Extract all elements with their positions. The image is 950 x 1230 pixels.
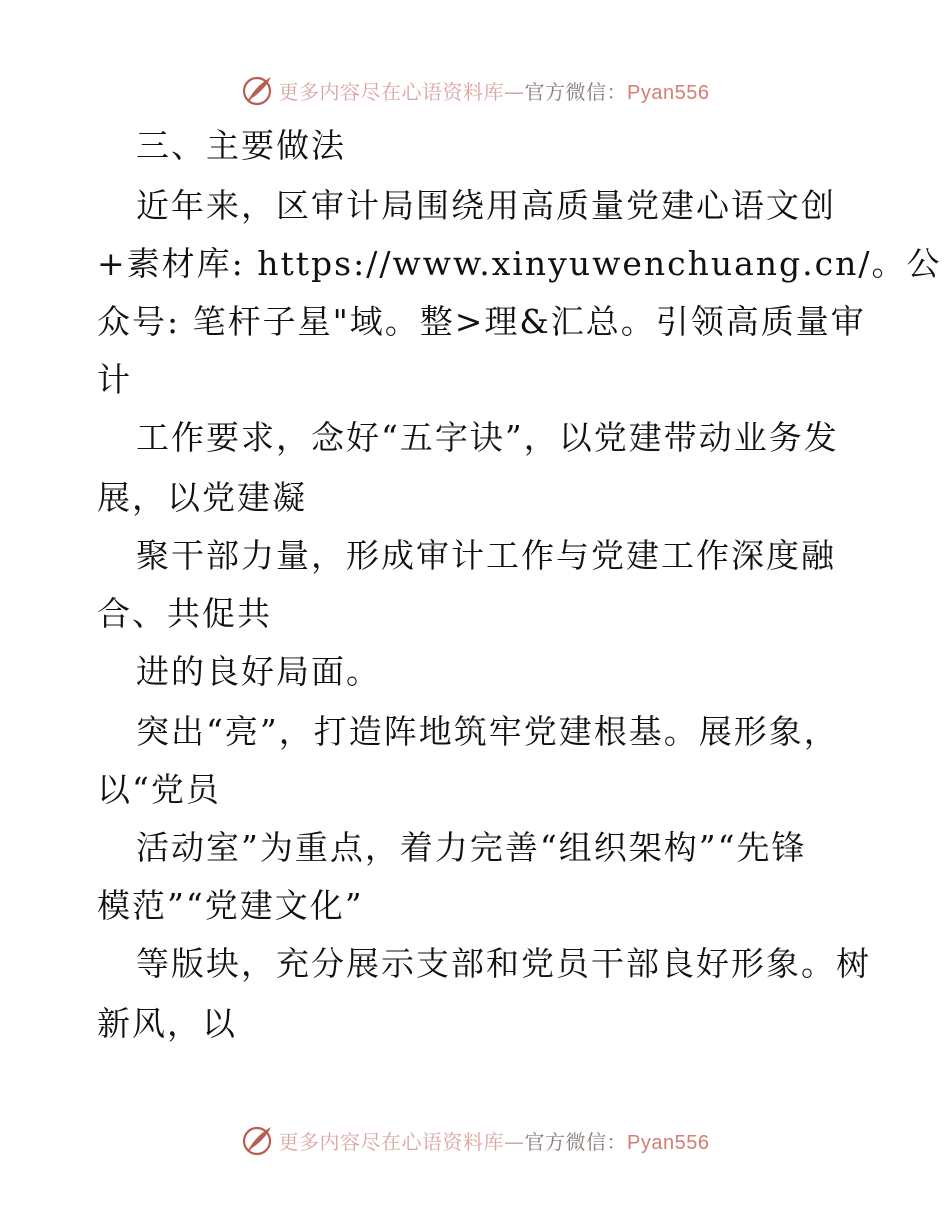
- paragraph-line: 等版块，充分展示支部和党员干部良好形象。树: [136, 944, 871, 983]
- paragraph-line: 进的良好局面。: [136, 652, 381, 691]
- paragraph-line: 众号: 笔杆子星"域。整>理&汇总。引领高质量审: [97, 302, 866, 341]
- watermark-dash: —: [504, 79, 525, 104]
- watermark-text: [279, 76, 710, 105]
- watermark-dash: —: [504, 1129, 525, 1154]
- paragraph-line: 计: [97, 360, 132, 399]
- paragraph-line: 活动室”为重点，着力完善“组织架构”“先锋: [136, 828, 807, 867]
- watermark-wechat-id: Pyan556: [627, 81, 710, 104]
- paragraph-line: 以“党员: [97, 770, 221, 809]
- paragraph-line: 聚干部力量，形成审计工作与党建工作深度融: [136, 536, 836, 575]
- watermark-official-label: 官方微信：: [524, 79, 628, 104]
- watermark-brand: 更多内容尽在心语资料库: [278, 1129, 505, 1154]
- quill-logo-icon: [241, 73, 275, 107]
- watermark-wechat-id: Pyan556: [627, 1131, 710, 1154]
- paragraph-line: 合、共促共: [97, 594, 272, 633]
- paragraph-line: 新风，以: [97, 1004, 237, 1043]
- paragraph-line: 突出“亮”，打造阵地筑牢党建根基。展形象，: [136, 712, 839, 751]
- paragraph-line: 模范”“党建文化”: [97, 886, 364, 925]
- watermark-brand: 更多内容尽在心语资料库: [278, 79, 505, 104]
- watermark-text: [279, 1126, 710, 1155]
- watermark-header: [0, 70, 950, 110]
- paragraph-line: 近年来，区审计局围绕用高质量党建心语文创: [136, 186, 836, 225]
- paragraph-line: 工作要求，念好“五字诀”，以党建带动业务发: [136, 418, 839, 457]
- paragraph-line: +素材库: https://www.xinyuwenchuang.cn/。公: [97, 244, 942, 283]
- watermark-official-label: 官方微信：: [524, 1129, 628, 1154]
- quill-logo-icon: [241, 1123, 275, 1157]
- section-heading: 三、主要做法: [136, 126, 346, 165]
- paragraph-line: 展，以党建凝: [97, 478, 307, 517]
- watermark-footer: [0, 1120, 950, 1160]
